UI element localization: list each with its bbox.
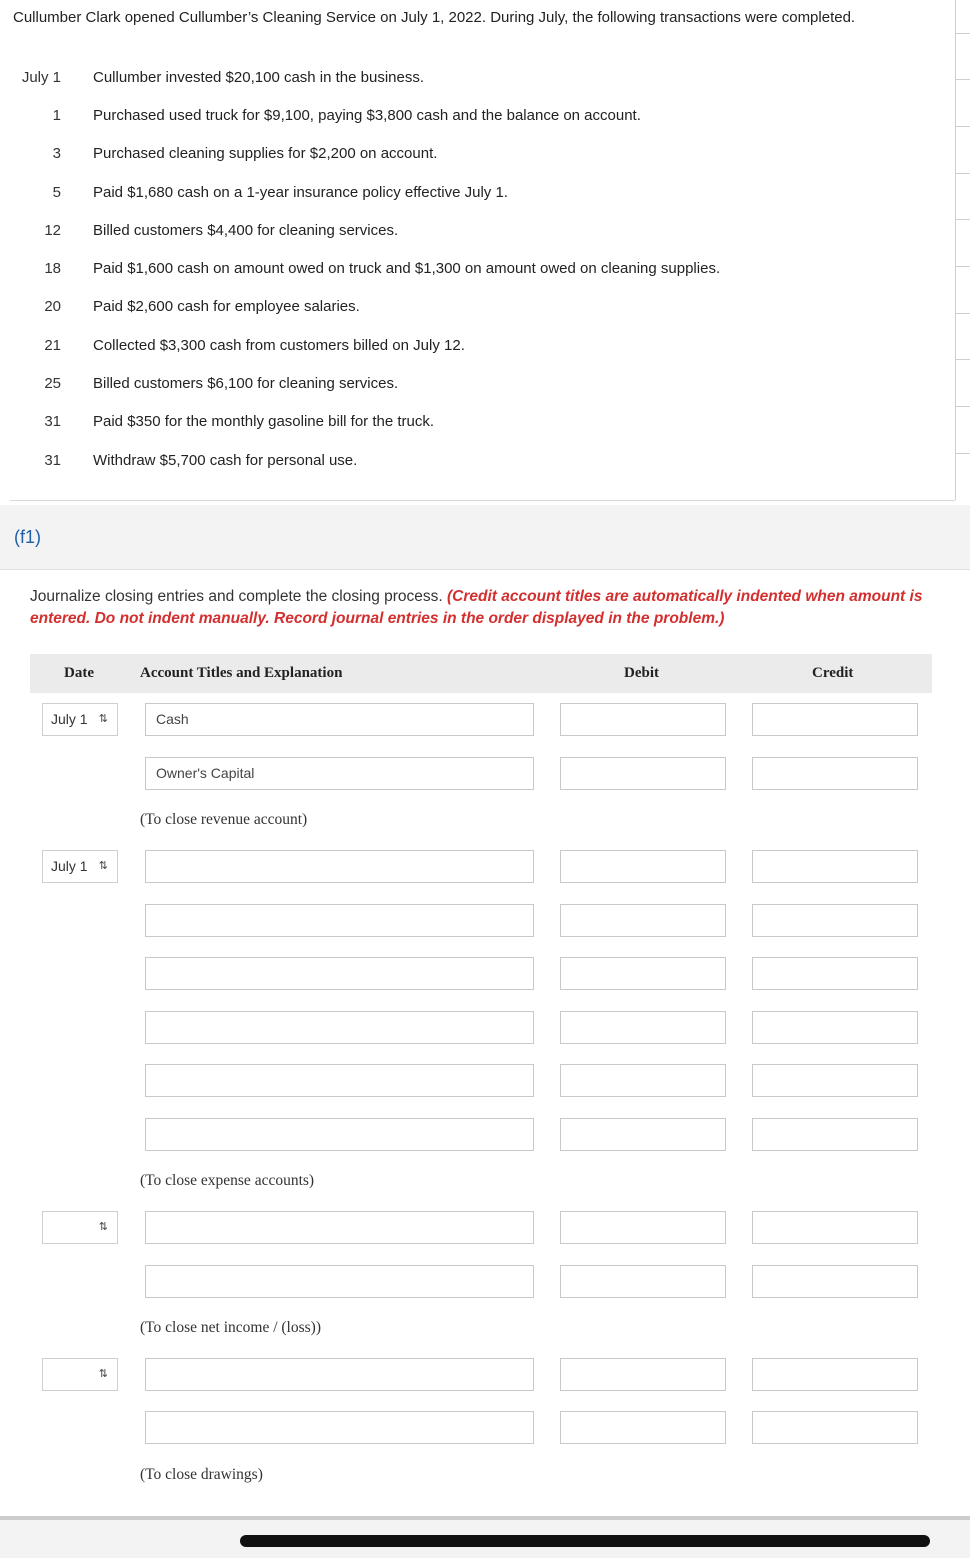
instructions-warning: (Credit account titles are automatically indented when amount is entered. Do not indent manually. Record journal entries in the order displayed in the problem.) — [30, 588, 923, 627]
transaction-row — [0, 135, 955, 173]
up-down-chevron-icon: ⇅ — [98, 860, 108, 872]
rail-divider — [956, 406, 970, 407]
debit-input[interactable] — [560, 904, 726, 937]
credit-input[interactable] — [752, 757, 918, 790]
account-title-input[interactable] — [145, 1411, 534, 1444]
transaction-date: 31 — [44, 451, 61, 469]
transaction-date: 18 — [44, 260, 61, 278]
date-select-value: July 1 — [51, 858, 88, 874]
credit-input[interactable] — [752, 850, 918, 883]
part-label: (f1) — [14, 527, 41, 547]
account-title-input[interactable] — [145, 850, 534, 883]
rail-divider — [956, 266, 970, 267]
transaction-row — [0, 326, 955, 364]
header-debit: Debit — [624, 665, 659, 681]
part-header — [0, 505, 970, 570]
date-select[interactable] — [42, 1358, 118, 1391]
up-down-chevron-icon: ⇅ — [98, 1368, 108, 1380]
account-title-input[interactable] — [145, 904, 534, 937]
horizontal-scrollbar[interactable] — [240, 1535, 930, 1547]
up-down-chevron-icon: ⇅ — [98, 713, 108, 725]
section-divider — [10, 500, 955, 501]
account-title-input[interactable] — [145, 1011, 534, 1044]
credit-input[interactable] — [752, 1411, 918, 1444]
transaction-date: 5 — [52, 183, 61, 201]
credit-input[interactable] — [752, 1358, 918, 1391]
entry-explanation: (To close revenue account) — [140, 811, 308, 828]
transaction-row — [0, 403, 955, 441]
debit-input[interactable] — [560, 757, 726, 790]
debit-input[interactable] — [560, 1064, 726, 1097]
debit-input[interactable] — [560, 957, 726, 990]
transaction-description: Paid $2,600 cash for employee salaries. — [93, 298, 360, 316]
transaction-description: Billed customers $6,100 for cleaning services. — [93, 375, 399, 393]
date-select[interactable] — [42, 703, 118, 736]
transaction-description: Billed customers $4,400 for cleaning services. — [93, 221, 399, 239]
journal-table-header — [30, 654, 932, 693]
transaction-row — [0, 288, 955, 326]
transaction-date: 3 — [52, 145, 61, 163]
transaction-row — [0, 173, 955, 211]
rail-divider — [956, 79, 970, 80]
entry-explanation: (To close drawings) — [140, 1466, 263, 1483]
credit-input[interactable] — [752, 703, 918, 736]
credit-input[interactable] — [752, 957, 918, 990]
entry-explanation: (To close expense accounts) — [140, 1172, 315, 1189]
transaction-row — [0, 441, 955, 479]
debit-input[interactable] — [560, 1011, 726, 1044]
problem-intro: Cullumber Clark opened Cullumber’s Cleaning Service on July 1, 2022. During July, the following transactions were completed. — [13, 9, 856, 26]
credit-input[interactable] — [752, 1118, 918, 1151]
debit-input[interactable] — [560, 1118, 726, 1151]
entry-explanation: (To close net income / (loss)) — [140, 1319, 321, 1336]
transaction-description: Withdraw $5,700 cash for personal use. — [93, 451, 358, 469]
account-title-input[interactable] — [145, 1064, 534, 1097]
bottom-strip — [0, 1516, 970, 1558]
debit-input[interactable] — [560, 1358, 726, 1391]
account-title-input[interactable]: Cash — [145, 703, 534, 736]
rail-divider — [956, 173, 970, 174]
debit-input[interactable] — [560, 850, 726, 883]
account-title-input[interactable] — [145, 1118, 534, 1151]
date-select[interactable] — [42, 1211, 118, 1244]
rail-divider — [956, 219, 970, 220]
rail-divider — [956, 453, 970, 454]
credit-input[interactable] — [752, 1011, 918, 1044]
debit-input[interactable] — [560, 1211, 726, 1244]
header-date: Date — [64, 665, 94, 681]
up-down-chevron-icon: ⇅ — [98, 1221, 108, 1233]
instructions — [30, 586, 935, 630]
credit-input[interactable] — [752, 1064, 918, 1097]
account-title-input[interactable] — [145, 1211, 534, 1244]
date-select[interactable] — [42, 850, 118, 883]
transaction-description: Purchased used truck for $9,100, paying $3,800 cash and the balance on account. — [93, 106, 641, 124]
debit-input[interactable] — [560, 1265, 726, 1298]
account-title-input[interactable] — [145, 957, 534, 990]
transaction-list — [0, 58, 955, 479]
transaction-row — [0, 211, 955, 249]
date-select-value: July 1 — [51, 711, 88, 727]
account-title-input[interactable]: Owner's Capital — [145, 757, 534, 790]
rail-divider — [956, 33, 970, 34]
credit-input[interactable] — [752, 1265, 918, 1298]
debit-input[interactable] — [560, 703, 726, 736]
header-account: Account Titles and Explanation — [140, 665, 343, 681]
transaction-description: Cullumber invested $20,100 cash in the business. — [93, 68, 425, 86]
transaction-description: Paid $1,680 cash on a 1-year insurance policy effective July 1. — [93, 183, 508, 201]
transaction-row — [0, 96, 955, 134]
transaction-date: July 1 — [21, 68, 61, 86]
rail-divider — [956, 126, 970, 127]
right-rail — [955, 0, 970, 500]
transaction-description: Paid $1,600 cash on amount owed on truck and $1,300 on amount owed on cleaning supplies. — [93, 260, 721, 278]
account-title-input[interactable] — [145, 1265, 534, 1298]
credit-input[interactable] — [752, 904, 918, 937]
credit-input[interactable] — [752, 1211, 918, 1244]
transaction-date: 21 — [44, 336, 61, 354]
transaction-row — [0, 249, 955, 287]
transaction-row — [0, 364, 955, 402]
rail-divider — [956, 313, 970, 314]
transaction-date: 31 — [44, 413, 61, 431]
transaction-description: Purchased cleaning supplies for $2,200 on account. — [93, 145, 438, 163]
instructions-text: Journalize closing entries and complete the closing process. — [30, 588, 443, 605]
rail-divider — [956, 359, 970, 360]
transaction-date: 1 — [52, 106, 61, 124]
account-title-input[interactable] — [145, 1358, 534, 1391]
transaction-row — [0, 58, 955, 96]
transaction-date: 12 — [44, 221, 61, 239]
transaction-date: 25 — [44, 375, 61, 393]
transaction-description: Paid $350 for the monthly gasoline bill for the truck. — [93, 413, 435, 431]
transaction-description: Collected $3,300 cash from customers billed on July 12. — [93, 336, 465, 354]
header-credit: Credit — [812, 665, 854, 681]
debit-input[interactable] — [560, 1411, 726, 1444]
transaction-date: 20 — [44, 298, 61, 316]
